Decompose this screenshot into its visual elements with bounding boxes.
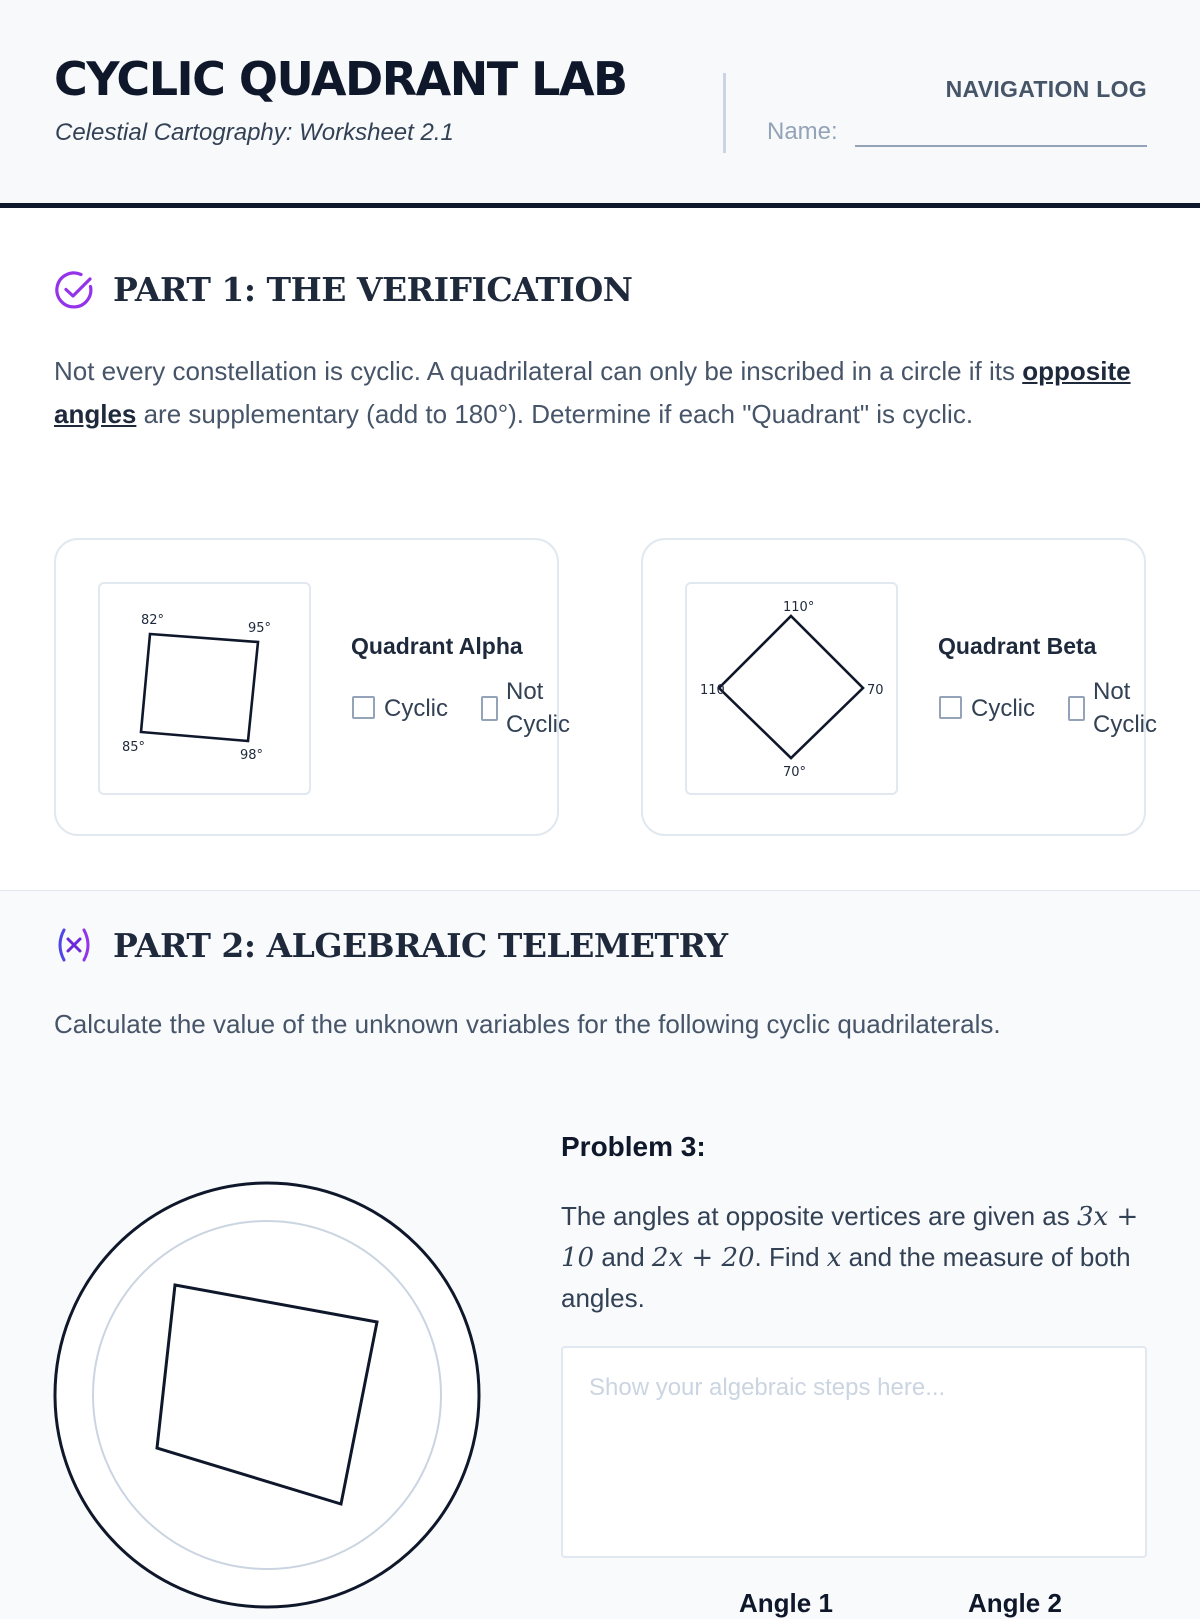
variable-x: x	[826, 1243, 842, 1273]
worksheet-header	[0, 0, 1200, 208]
navigation-log-label: NAVIGATION LOG	[945, 76, 1147, 102]
expression-1: 3x + 10	[561, 1202, 1139, 1273]
header-divider	[723, 73, 726, 153]
quadrant-beta-card	[641, 538, 1157, 836]
problem-text-a: The angles at opposite vertices are given as	[561, 1201, 1077, 1231]
algebra-steps-input[interactable]	[561, 1346, 1147, 1558]
beta-not-cyclic-checkbox[interactable]	[1068, 696, 1085, 721]
beta-angle-left: 110	[700, 683, 725, 698]
quadrant-alpha-card	[54, 538, 570, 836]
check-circle-icon	[54, 270, 94, 310]
beta-angle-top: 110°	[783, 600, 815, 615]
beta-angle-right: 70	[867, 683, 884, 698]
alpha-angle-top-left: 82°	[141, 613, 165, 628]
alpha-not-cyclic-checkbox[interactable]	[481, 696, 498, 721]
quadrant-alpha-name: Quadrant Alpha	[351, 633, 523, 659]
quadrant-beta-diagram	[687, 584, 896, 793]
problem-text-d: and the measure of both angles.	[561, 1242, 1131, 1313]
quadrant-beta-figure	[685, 582, 898, 795]
name-label: Name:	[767, 118, 838, 145]
quadrant-beta-name: Quadrant Beta	[938, 633, 1097, 659]
page-title: CYCLIC QUADRANT LAB	[54, 52, 627, 106]
alpha-angle-top-right: 95°	[248, 621, 272, 636]
beta-not-cyclic-label: Cyclic	[1093, 711, 1157, 738]
part2-title: PART 2: ALGEBRAIC TELEMETRY	[113, 926, 728, 965]
variable-x-icon	[54, 925, 94, 965]
name-field[interactable]	[767, 118, 1147, 148]
problem3-text	[561, 1196, 1161, 1318]
alpha-cyclic-label: Cyclic	[384, 695, 448, 722]
alpha-cyclic-checkbox[interactable]	[352, 696, 375, 719]
beta-not-label: Not	[1093, 678, 1131, 705]
beta-cyclic-label: Cyclic	[971, 695, 1035, 722]
name-blank-line[interactable]	[855, 145, 1147, 147]
part1-title: PART 1: THE VERIFICATION	[113, 270, 633, 309]
alpha-not-label: Not	[506, 678, 544, 705]
part1-section	[0, 208, 1200, 891]
beta-angle-bottom: 70°	[783, 765, 807, 780]
part2-instructions: Calculate the value of the unknown variables for the following cyclic quadrilaterals.	[54, 1009, 1001, 1039]
outer-circle	[55, 1183, 479, 1607]
problem3-title: Problem 3:	[561, 1131, 706, 1162]
expression-2: 2x + 20	[651, 1243, 755, 1273]
page-subtitle: Celestial Cartography: Worksheet 2.1	[55, 119, 454, 146]
quadrant-alpha-figure	[98, 582, 311, 795]
quadrant-alpha-diagram	[100, 584, 309, 793]
opposite-angles-emphasis: opposite angles	[54, 356, 1131, 429]
problem3-diagram	[53, 1181, 483, 1611]
part2-section	[0, 891, 1200, 1618]
beta-cyclic-checkbox[interactable]	[939, 696, 962, 719]
problem-text-b: and	[594, 1242, 652, 1272]
angle-2-label: Angle 2	[968, 1588, 1062, 1618]
alpha-not-cyclic-label: Cyclic	[506, 711, 570, 738]
intro-text-start: Not every constellation is cyclic. A quadrilateral can only be inscribed in a circle if its	[54, 356, 1023, 386]
angle-1-label: Angle 1	[739, 1588, 833, 1618]
alpha-angle-bottom-left: 85°	[122, 740, 146, 755]
intro-text-end: are supplementary (add to 180°). Determine if each "Quadrant" is cyclic.	[136, 399, 974, 429]
problem-text-c: . Find	[754, 1242, 827, 1272]
alpha-angle-bottom-right: 98°	[240, 748, 264, 763]
part1-instructions	[54, 350, 1154, 436]
